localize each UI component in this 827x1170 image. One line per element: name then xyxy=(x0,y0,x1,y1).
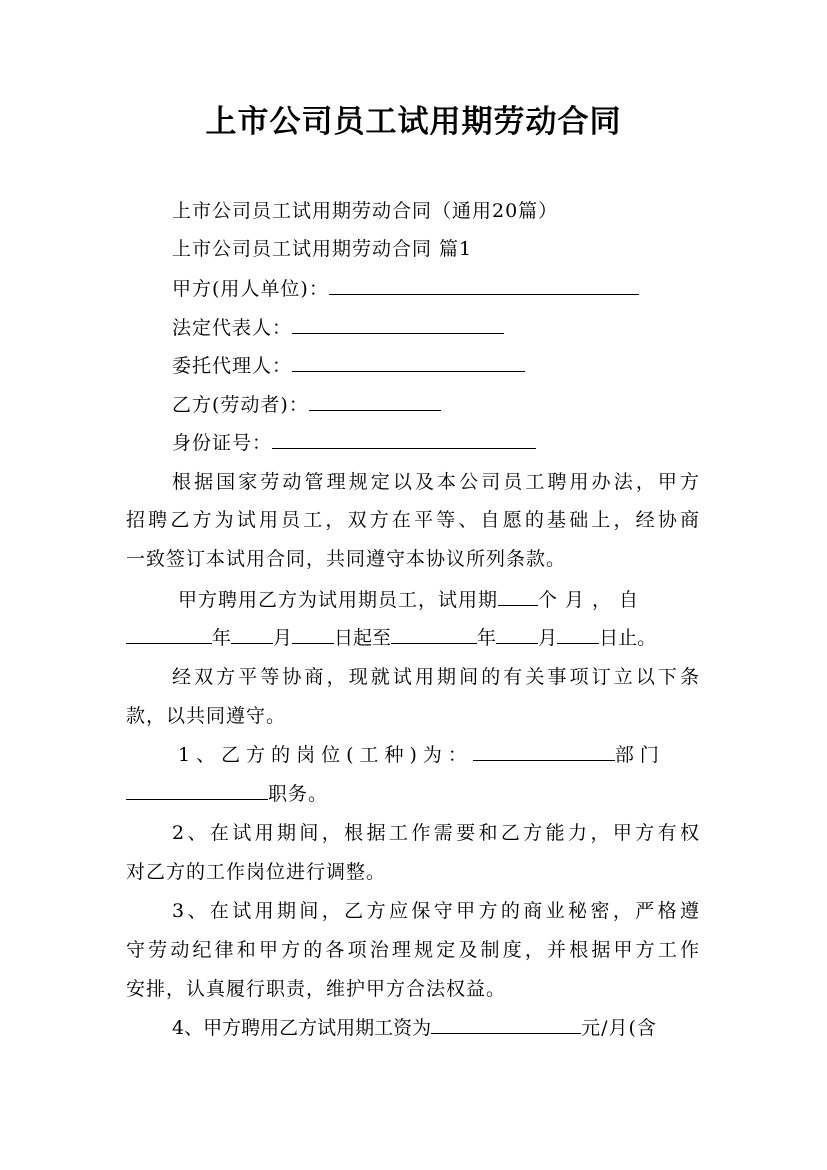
agent-row xyxy=(172,353,525,379)
probation-line-2 xyxy=(126,625,656,651)
clause-1-prefix: 1、乙方的岗位(工种)为： xyxy=(178,744,473,766)
probation-line-1 xyxy=(178,587,646,613)
end-day-label: 日止。 xyxy=(599,627,657,649)
probation-months-blank xyxy=(498,587,538,606)
party-b-row xyxy=(172,392,441,418)
document-title: 上市公司员工试用期劳动合同 xyxy=(205,104,622,140)
start-year-blank xyxy=(126,625,212,644)
clause-1-position-blank xyxy=(473,742,615,761)
id-blank xyxy=(272,430,536,449)
clause-2-line-2: 对乙方的工作岗位进行调整。 xyxy=(126,861,387,883)
start-day-blank xyxy=(292,625,334,644)
intro-line-1: 根据国家劳动管理规定以及本公司员工聘用办法，甲方 xyxy=(172,471,700,493)
section-heading: 上市公司员工试用期劳动合同 篇1 xyxy=(172,238,473,260)
legal-rep-label: 法定代表人： xyxy=(172,317,293,339)
party-b-blank xyxy=(309,392,441,411)
agent-label: 委托代理人： xyxy=(172,355,293,377)
clause-1-post: 职务。 xyxy=(268,783,329,805)
clause-1-post-blank xyxy=(126,781,268,800)
end-year-label: 年 xyxy=(477,627,497,649)
clause-3-line-1: 3、在试用期间，乙方应保守甲方的商业秘密，严格遵 xyxy=(172,900,700,922)
party-a-blank xyxy=(329,276,639,295)
legal-rep-row xyxy=(172,315,504,341)
clause-2-line-1: 2、在试用期间，根据工作需要和乙方能力，甲方有权 xyxy=(172,822,700,844)
clause-3-line-2: 守劳动纪律和甲方的各项治理规定及制度，并根据甲方工作 xyxy=(126,939,700,961)
document-subtitle: 上市公司员工试用期劳动合同（通用20篇） xyxy=(172,200,559,222)
start-month-blank xyxy=(231,625,273,644)
clause-3-line-3: 安排，认真履行职责，维护甲方合法权益。 xyxy=(126,978,507,1000)
probation-text-a: 甲方聘用乙方为试用期员工，试用期 xyxy=(178,589,499,611)
start-day-label: 日起至 xyxy=(334,627,392,649)
probation-text-b: 个月，自 xyxy=(538,589,647,611)
party-a-label: 甲方(用人单位)： xyxy=(172,278,329,300)
end-month-blank xyxy=(496,625,538,644)
clause-1-line-2 xyxy=(126,781,328,807)
clause-4-suffix: 元/月(含 xyxy=(581,1017,657,1039)
id-label: 身份证号： xyxy=(172,432,273,454)
agreement-line-2: 款，以共同遵守。 xyxy=(126,705,287,727)
party-a-row xyxy=(172,276,639,302)
clause-1-dept: 部门 xyxy=(614,744,665,766)
party-b-label: 乙方(劳动者)： xyxy=(172,394,309,416)
id-row xyxy=(172,430,536,456)
intro-line-3: 一致签订本试用合同，共同遵守本协议所列条款。 xyxy=(126,548,567,570)
agreement-line-1: 经双方平等协商，现就试用期间的有关事项订立以下条 xyxy=(172,666,700,688)
clause-4-prefix: 4、甲方聘用乙方试用期工资为 xyxy=(172,1017,432,1039)
end-month-label: 月 xyxy=(538,627,558,649)
agent-blank xyxy=(292,353,525,372)
start-month-label: 月 xyxy=(273,627,293,649)
intro-line-2: 招聘乙方为试用员工，双方在平等、自愿的基础上，经协商 xyxy=(126,509,700,531)
clause-4-salary-blank xyxy=(431,1015,581,1034)
end-day-blank xyxy=(557,625,599,644)
start-year-label: 年 xyxy=(212,627,232,649)
legal-rep-blank xyxy=(292,315,504,334)
clause-4-line-1 xyxy=(172,1015,657,1041)
end-year-blank xyxy=(391,625,477,644)
clause-1-line-1 xyxy=(178,742,665,768)
